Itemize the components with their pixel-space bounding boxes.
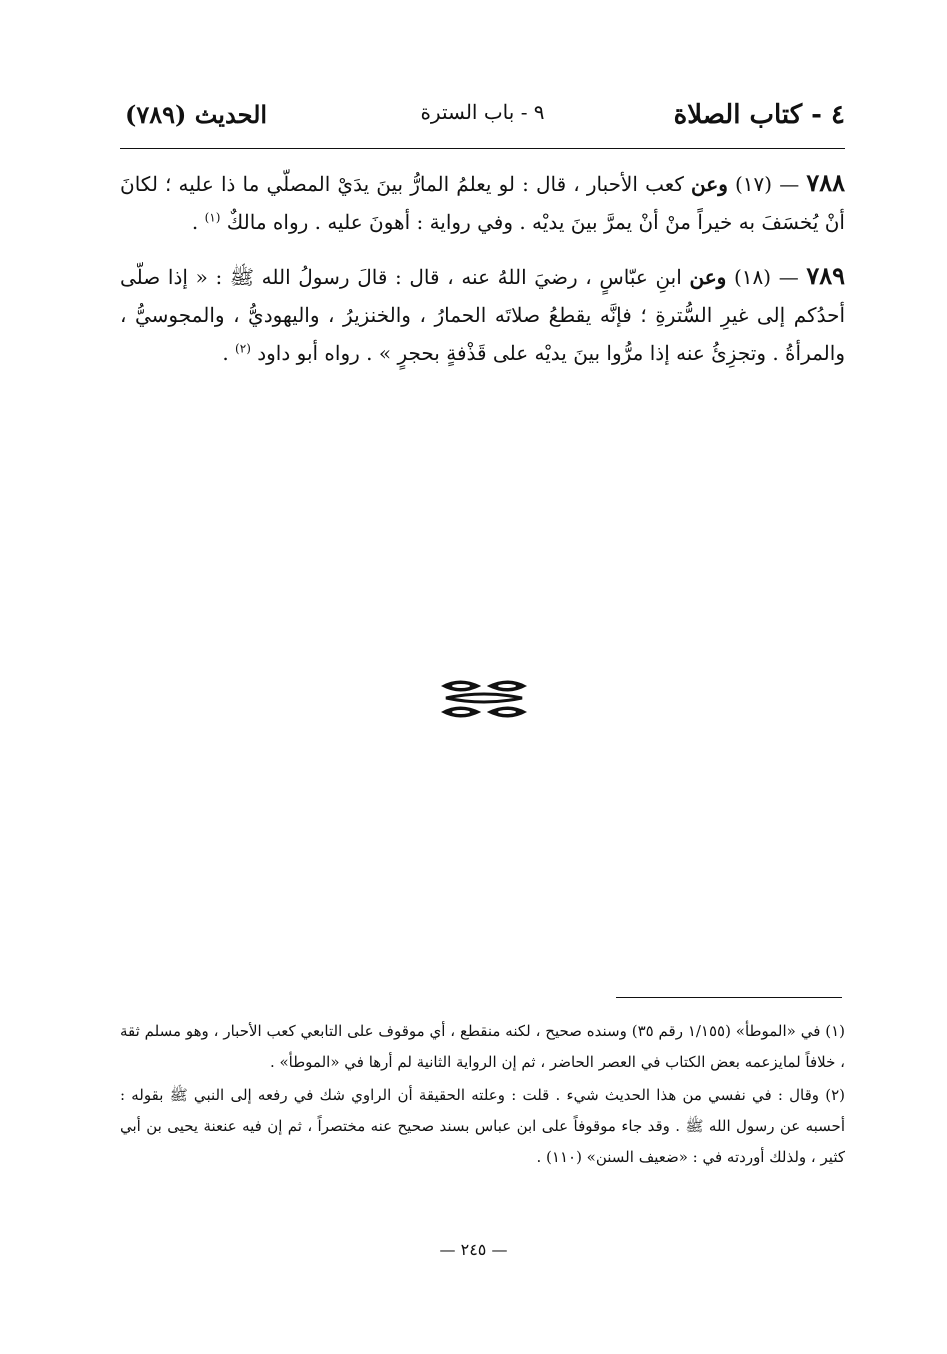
hadith-788	[120, 164, 845, 241]
footnote-ref: (١)	[204, 210, 221, 225]
hadith-number: ٧٨٩	[806, 261, 846, 290]
hadith-end: .	[191, 210, 205, 234]
hadith-dash: —	[772, 172, 807, 196]
hadith-range: الحديث (٧٨٩)	[125, 100, 268, 129]
footnotes	[120, 1016, 845, 1175]
hadith-index: (١٧)	[734, 172, 773, 196]
hadith-intro: وعن	[689, 265, 727, 289]
hadith-intro: وعن	[691, 172, 728, 196]
hadith-text: كعب الأحبار ، قال : لو يعلمُ المارُّ بينَ يدَيْ المصلّي ما ذا عليه ؛ لكانَ أنْ يُخسَفَ به خيراً منْ أنْ يمرَّ بينَ يديْه . وفي رواية : أهونَ عليه . رواه مالكٌ	[120, 172, 845, 234]
hadith-number: ٧٨٨	[806, 168, 846, 197]
page-header	[120, 96, 845, 142]
chapter-title: ٩ - باب السترة	[420, 100, 545, 124]
footnote-rule	[616, 997, 842, 998]
chapter-end-ornament-icon	[438, 676, 530, 726]
hadith-text: ابنِ عبّاسٍ ، رضيَ اللهُ عنه ، قال : قالَ رسولُ الله ﷺ : « إذا صلّى أحدُكم إلى غيرِ السُّترةِ ؛ فإنَّه يقطعُ صلاتَه الحمارُ ، والخنزيرُ ، واليهوديُّ ، والمجوسيُّ ، والمرأةُ . وتجزِئُ عنه إذا مرُّوا بينَ يديْه على قَذْفةٍ بحجرٍ » . رواه أبو داود	[120, 265, 845, 365]
hadith-index: (١٨)	[733, 265, 772, 289]
hadith-dash: —	[771, 265, 807, 289]
header-rule	[120, 148, 845, 149]
hadith-body	[120, 164, 845, 388]
page-number: — ٢٤٥ —	[439, 1240, 508, 1259]
hadith-789	[120, 257, 845, 372]
footnote-2: (٢) وقال : في نفسي من هذا الحديث شيء . قلت : وعلته الحقيقة أن الراوي شك في رفعه إلى النبي ﷺ بقوله : أحسبه عن رسول الله ﷺ . وقد جاء موقوفاً على ابن عباس بسند صحيح عنه مختصراً ، ثم إن فيه عنعنة يحيى بن أبي كثير ، ولذلك أوردته في : «ضعيف السنن» (١١٠) .	[120, 1086, 845, 1166]
book-title: ٤ - كتاب الصلاة	[673, 100, 845, 130]
footnote-1: (١) في «الموطأ» (١/١٥٥ رقم ٣٥) وسنده صحيح ، لكنه منقطع ، أي موقوف على التابعي كعب الأحبار ، وهو مسلم ثقة ، خلافاً لمايزعمه بعض الكتاب في العصر الحاضر ، ثم إن الرواية الثانية لم أرها في «الموطأ» .	[120, 1022, 845, 1071]
hadith-end: .	[222, 341, 236, 365]
footnote-ref: (٢)	[235, 341, 251, 356]
